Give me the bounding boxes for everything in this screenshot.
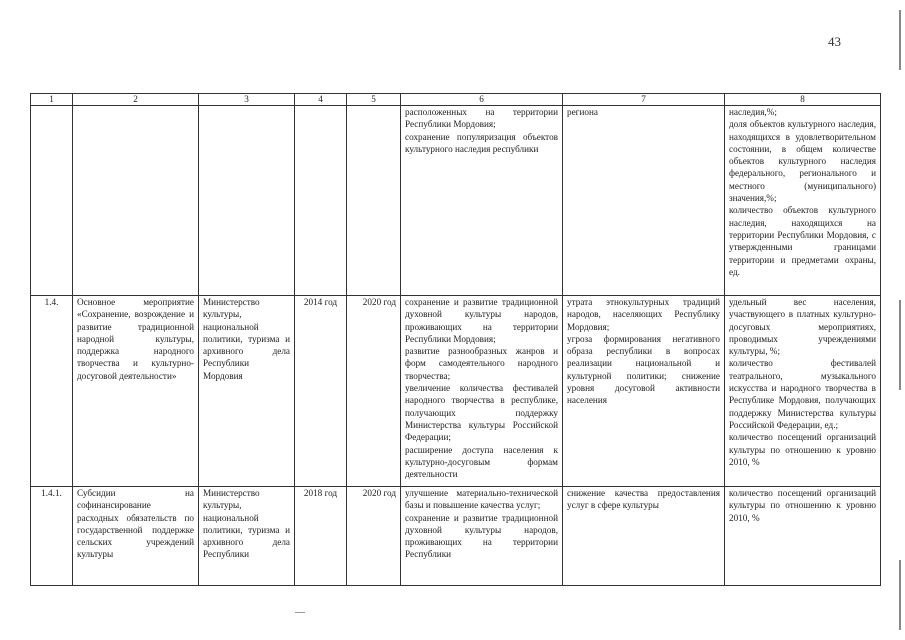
scan-mark <box>295 612 305 613</box>
table-row <box>31 296 881 487</box>
measure-name: Основное мероприятие «Сохранение, возрождение и развитие традиционной народной культуры, поддержка народного творчества и культурно-досуговой деятельности» <box>73 296 199 487</box>
responsible-executor: Министерство культуры, национальной политики, туризма и архивного дела Республики <box>199 487 295 586</box>
measure-name: Субсидии на софинансирование расходных обязательств по государственной поддержке сельских учреждений культуры <box>73 487 199 586</box>
indicators: количество посещений организаций культуры по отношению к уровню 2010, % <box>725 487 881 586</box>
non-implementation-consequences: региона <box>563 106 725 296</box>
start-year <box>295 106 347 296</box>
row-number: 1.4.1. <box>31 487 73 586</box>
row-number: 1.4. <box>31 296 73 487</box>
column-header: 7 <box>563 94 725 106</box>
expected-result: сохранение и развитие традиционной духовной культуры народов, проживающих на территории Республики Мордовия; развитие разнообразных жанров и форм самодеятельного народного творчества; увеличение количества фестивалей народного творчества в республике, получающих поддержку Министерства культуры Российской Федерации; расширение доступа населения к культурно-досуговым формам деятельности <box>401 296 563 487</box>
table-row <box>31 487 881 586</box>
scan-edge-marks <box>891 0 905 640</box>
start-year: 2018 год <box>295 487 347 586</box>
indicators: наследия,%; доля объектов культурного наследия, находящихся в удовлетворительном состоянии, в общем количестве объектов культурного наследия федерального, регионального и местного (муниципального) значения,%; количество объектов культурного наследия, находящихся на территории Республики Мордовия, с утвержденными границами территории и предметами охраны, ед. <box>725 106 881 296</box>
row-number <box>31 106 73 296</box>
end-year: 2020 год <box>347 296 401 487</box>
end-year <box>347 106 401 296</box>
column-header: 1 <box>31 94 73 106</box>
expected-result: улучшение материально-технической базы и повышение качества услуг; сохранение и развитие традиционной духовной культуры народов, проживающих на территории Республики <box>401 487 563 586</box>
end-year: 2020 год <box>347 487 401 586</box>
non-implementation-consequences: снижение качества предоставления услуг в сфере культуры <box>563 487 725 586</box>
indicators: удельный вес населения, участвующего в платных культурно-досуговых мероприятиях, проводимых учреждениями культуры, %; количество фестивалей театрального, музыкального искусства и народного творчества в Республике Мордовия, получающих поддержку Министерства культуры Российской Федерации, ед.; количество посещений организаций культуры по отношению к уровню 2010, % <box>725 296 881 487</box>
column-header: 6 <box>401 94 563 106</box>
table-row <box>31 106 881 296</box>
column-header: 4 <box>295 94 347 106</box>
column-header: 8 <box>725 94 881 106</box>
start-year: 2014 год <box>295 296 347 487</box>
page-number: 43 <box>828 34 841 49</box>
table-header-row <box>31 94 881 106</box>
responsible-executor <box>199 106 295 296</box>
expected-result: расположенных на территории Республики Мордовия; сохранение популяризация объектов культурного наследия республики <box>401 106 563 296</box>
column-header: 3 <box>199 94 295 106</box>
responsible-executor: Министерство культуры, национальной политики, туризма и архивного дела Республики Мордовия <box>199 296 295 487</box>
column-header: 5 <box>347 94 401 106</box>
column-header: 2 <box>73 94 199 106</box>
non-implementation-consequences: утрата этнокультурных традиций народов, населяющих Республику Мордовия; угроза формирования негативного образа республики в вопросах реализации национальной и культурной политики; снижение уровня досуговой активности населения <box>563 296 725 487</box>
measure-name <box>73 106 199 296</box>
program-measures-table <box>30 93 881 586</box>
